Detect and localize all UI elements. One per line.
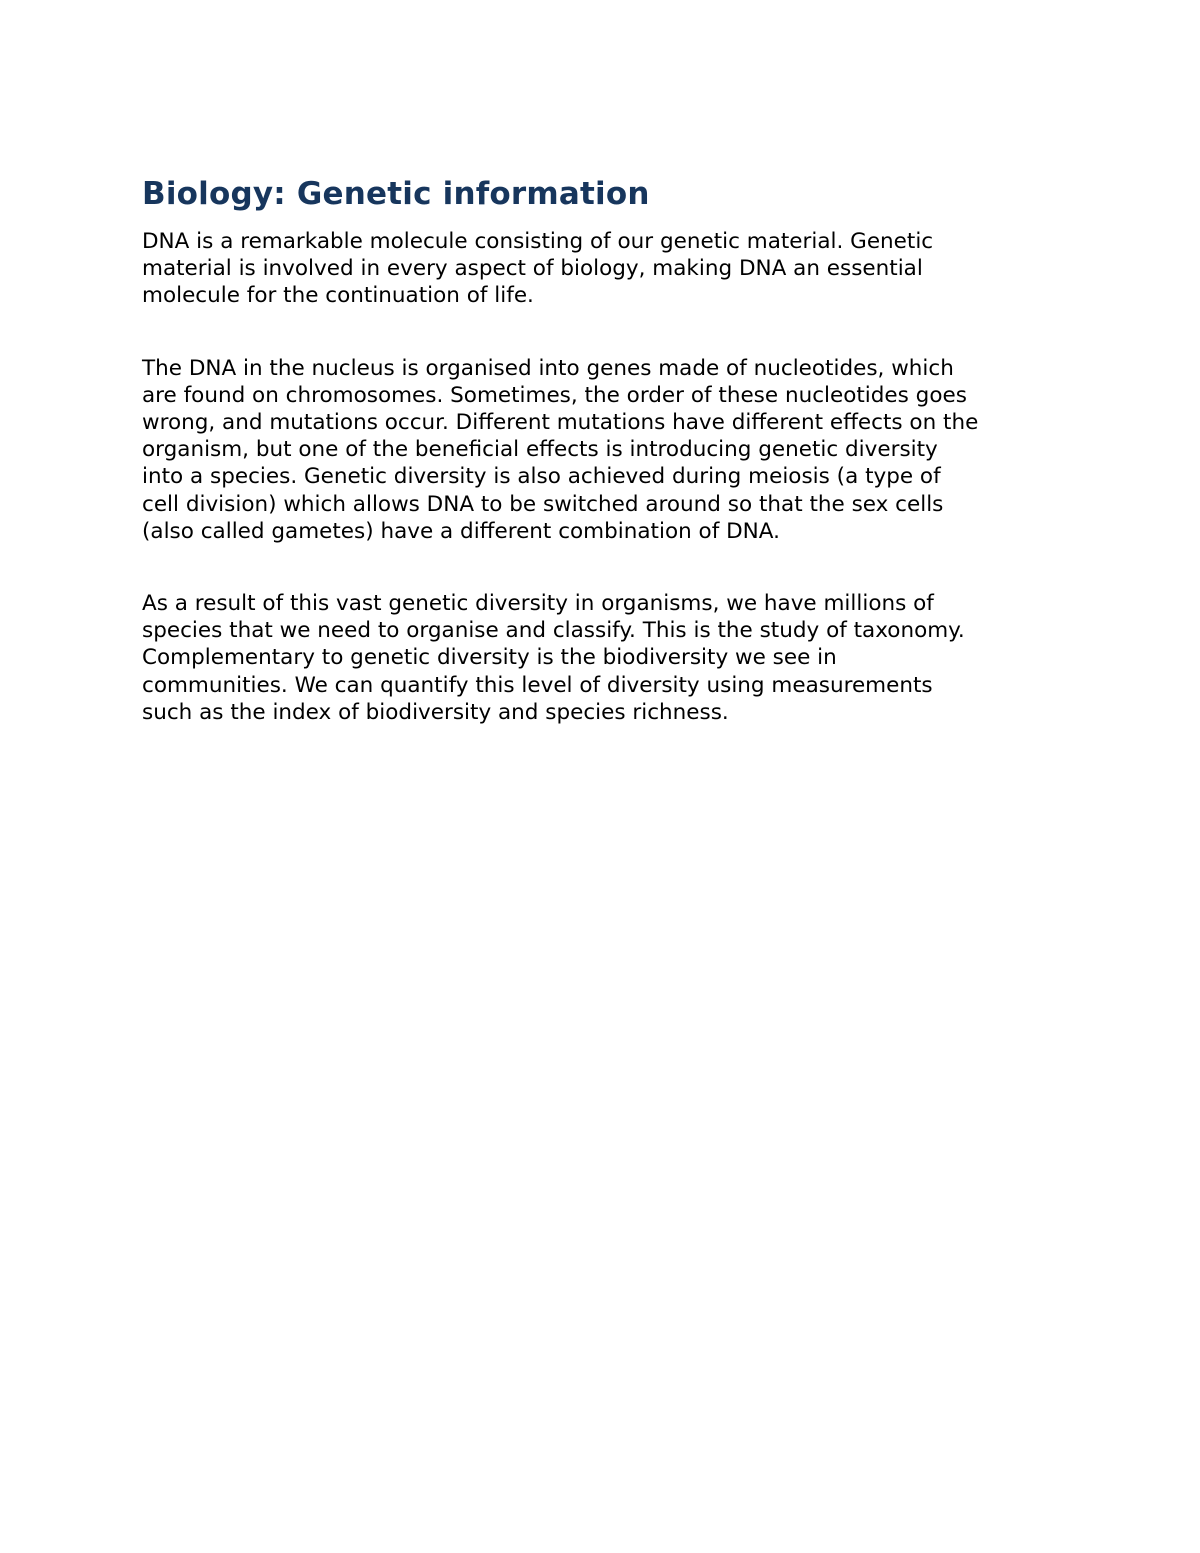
document-title: Biology: Genetic information: [142, 176, 650, 212]
document-body: [142, 172, 1072, 771]
paragraph-taxonomy-biodiversity: As a result of this vast genetic diversity in organisms, we have millions of species that we need to organise and classify. This is the study of taxonomy. Complementary to genetic diversity is the biodiversity we see in communities. We can quantify this level of diversity using measurements such as the index of biodiversity and species richness.: [142, 591, 965, 725]
paragraph-mutations-diversity: The DNA in the nucleus is organised into genes made of nucleotides, which are found on chromosomes. Sometimes, the order of these nucleotides goes wrong, and mutations occur. Different mutations have different effects on the organism, but one of the beneficial effects is introducing genetic diversity into a species. Genetic diversity is also achieved during meiosis (a type of cell division) which allows DNA to be switched around so that the sex cells (also called gametes) have a different combination of DNA.: [142, 355, 979, 544]
paragraph-dna-intro: DNA is a remarkable molecule consisting of our genetic material. Genetic material is involved in every aspect of biology, making DNA an essential molecule for the continuation of life.: [142, 229, 934, 309]
